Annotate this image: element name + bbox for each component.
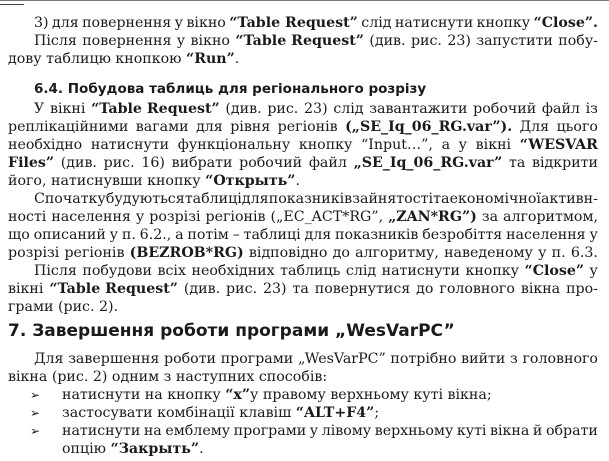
word: У — [34, 101, 45, 117]
word: у — [589, 227, 598, 243]
word: “Table Request” — [235, 33, 364, 49]
word: рис. — [410, 33, 442, 49]
word: 16) — [141, 155, 165, 171]
word: алгоритму, — [355, 245, 439, 261]
word: „SE_Iq_06_RG.var” — [353, 155, 503, 171]
word: натиснути — [62, 423, 141, 439]
word: для — [304, 227, 332, 243]
word: до — [416, 281, 434, 297]
word: у — [309, 423, 319, 439]
line-text: опцію — [62, 441, 111, 457]
word: запустити — [476, 33, 553, 49]
word: що — [8, 227, 30, 243]
word: завантажити — [369, 101, 468, 117]
para-line — [8, 118, 598, 136]
word: таблиці — [243, 227, 301, 243]
line-text: . — [199, 441, 204, 457]
word: головного — [439, 281, 515, 297]
word: слід — [361, 15, 392, 31]
word: а — [175, 227, 184, 243]
word: головного — [522, 351, 598, 367]
word: Після — [34, 33, 77, 49]
word: Для — [519, 119, 550, 135]
word: вийти — [461, 351, 506, 367]
word: вікні — [475, 137, 512, 153]
run-button-ref: “Run” — [186, 51, 235, 67]
word: для — [51, 15, 79, 31]
word: вікні — [49, 101, 86, 117]
word: 23) — [262, 281, 287, 297]
word: у — [589, 263, 598, 279]
word: всіх — [157, 263, 186, 279]
open-button-ref: “Открыть” — [205, 173, 296, 189]
word: куті — [456, 423, 487, 439]
word: у — [174, 15, 184, 31]
para-line — [34, 14, 598, 32]
para-line — [8, 136, 598, 154]
word: повернення — [82, 33, 172, 49]
close-key-ref: “x” — [225, 387, 251, 403]
para-line — [8, 280, 598, 298]
word: з — [510, 351, 518, 367]
line-text: його, натиснувши кнопку — [8, 173, 206, 189]
word: та — [433, 191, 450, 207]
word: рис. — [103, 155, 135, 171]
word: у — [458, 137, 468, 153]
word: кнопку — [465, 263, 519, 279]
word: вікна — [490, 423, 530, 439]
arrow-bullet-icon: ➢ — [30, 388, 41, 402]
word: програми — [233, 423, 307, 439]
word: верхньому — [374, 423, 454, 439]
word: кнопку — [298, 137, 353, 153]
word: Спочатку — [34, 191, 106, 207]
word: вагами — [135, 119, 189, 135]
word: Files” — [8, 155, 55, 171]
word: на — [143, 423, 162, 439]
word: у — [538, 245, 547, 261]
word: вікні — [8, 281, 44, 297]
word: показників — [268, 191, 353, 207]
word: вікно — [186, 15, 226, 31]
line-text: ; — [374, 405, 380, 421]
arrow-bullet-icon: ➢ — [30, 424, 41, 438]
word: (див. — [369, 33, 406, 49]
word: рис. — [267, 101, 299, 117]
word: вибрати — [171, 155, 233, 171]
word: а — [441, 137, 451, 153]
word: кнопку — [476, 15, 531, 31]
word: зайнятості — [352, 191, 434, 207]
line-text: дову таблицю кнопкою — [8, 51, 187, 67]
para-line — [34, 100, 598, 118]
word: та — [508, 155, 526, 171]
word: реплікаційними — [8, 119, 129, 135]
word: емблему — [165, 423, 231, 439]
word: “Table Request” — [91, 101, 220, 117]
page-top-rule — [0, 0, 609, 5]
word: „ZAN*RG”) — [388, 209, 477, 225]
word: за — [481, 209, 499, 225]
word: (див. — [183, 281, 221, 297]
word: регіонів — [64, 245, 125, 261]
word: завершення — [68, 351, 160, 367]
word: лівому — [321, 423, 372, 439]
word: потім — [187, 227, 229, 243]
word: відкрити — [531, 155, 598, 171]
section-heading-6-4: 6.4. Побудова таблиць для регіонального розрізу — [34, 81, 427, 97]
word: вікно — [190, 33, 230, 49]
word: для — [241, 191, 269, 207]
word: слід — [345, 263, 377, 279]
word: функціональну — [177, 137, 291, 153]
word: необхідних — [191, 263, 275, 279]
word: повернутися — [314, 281, 411, 297]
word: про- — [566, 281, 598, 297]
word: роботи — [164, 351, 217, 367]
page-corner-mark — [0, 0, 24, 5]
word: до — [332, 245, 350, 261]
word: натиснути — [394, 15, 474, 31]
word: натиснути — [90, 137, 170, 153]
word: та — [292, 281, 309, 297]
word: “Close”. — [533, 15, 598, 31]
word: програми — [220, 351, 294, 367]
word: п. — [121, 227, 136, 243]
line-text: натиснути на кнопку — [62, 387, 226, 403]
list-item-continuation — [62, 440, 204, 458]
close-option-ref: “Закрыть” — [110, 441, 200, 457]
word: (див. — [60, 155, 97, 171]
word: регіонів — [205, 209, 266, 225]
word: ності — [8, 209, 47, 225]
word: 6.3. — [570, 245, 598, 261]
para-line — [34, 32, 598, 50]
word: 3) — [34, 15, 49, 31]
para-line — [8, 226, 598, 244]
word: 23) — [447, 33, 471, 49]
word: повернення — [82, 15, 172, 31]
word: економічної — [449, 191, 541, 207]
word: населення — [506, 227, 586, 243]
section-heading-7: 7. Завершення роботи програми „WesVarPC” — [8, 321, 455, 341]
para-line — [8, 50, 609, 68]
word: для — [196, 119, 223, 135]
word: п. — [551, 245, 566, 261]
word: “Table Request” — [229, 15, 358, 31]
word: потрібно — [390, 351, 457, 367]
word: цього — [556, 119, 598, 135]
word: населення — [51, 209, 131, 225]
line-text: . — [295, 173, 300, 189]
para-line — [8, 154, 598, 172]
word: активн- — [541, 191, 598, 207]
word: описаний — [33, 227, 106, 243]
word: („SE_Iq_06_RG.var”). — [345, 119, 513, 135]
list-item — [62, 386, 492, 404]
word: натиснути — [381, 263, 460, 279]
word: Для — [34, 351, 64, 367]
word: файл — [541, 101, 580, 117]
word: рівня — [230, 119, 271, 135]
word: відповідно — [248, 245, 328, 261]
word: 23) — [304, 101, 328, 117]
word: у — [176, 33, 186, 49]
line-text: застосувати комбінації клавіш — [62, 405, 296, 421]
word: розрізі — [8, 245, 60, 261]
word: “Close” — [524, 263, 585, 279]
word: робочий — [473, 101, 537, 117]
para-line — [34, 350, 598, 368]
word: “WESVAR — [519, 137, 598, 153]
word: необхідно — [8, 137, 83, 153]
word: (BEZROB*RG) — [129, 245, 244, 261]
para-line: грами (рис. 2). — [8, 299, 119, 315]
word: у — [109, 227, 119, 243]
word: „WesVarPC” — [297, 351, 386, 367]
para-line — [8, 208, 598, 226]
word: таблиці — [184, 191, 242, 207]
word: (див. — [225, 101, 262, 117]
word: алгоритмом, — [503, 209, 598, 225]
word: побу- — [558, 33, 598, 49]
word: таблиць — [280, 263, 341, 279]
word: – — [232, 227, 240, 243]
word: безробіття — [422, 227, 503, 243]
word: показників — [335, 227, 419, 243]
word: файл — [308, 155, 347, 171]
word: („EC_ACT*RG”, — [270, 209, 384, 225]
word: робочий — [239, 155, 303, 171]
alt-f4-ref: “ALT+F4” — [295, 405, 375, 421]
word: обрати — [545, 423, 598, 439]
para-line — [34, 190, 598, 208]
word: у — [135, 209, 145, 225]
word: будуються — [105, 191, 185, 207]
line-text: . — [234, 51, 240, 67]
para-line — [8, 172, 609, 190]
word: рис. — [226, 281, 258, 297]
list-item — [62, 404, 379, 422]
word: розрізі — [149, 209, 201, 225]
para-line: вікна (рис. 2) одним з наступних способів: — [8, 369, 328, 385]
word: “Input…”, — [361, 137, 433, 153]
word: вікна — [520, 281, 561, 297]
word: регіонів — [277, 119, 338, 135]
word: 6.2., — [139, 227, 172, 243]
word: із — [585, 101, 598, 117]
line-text: у правому верхньому куті вікна; — [250, 387, 492, 403]
word: слід — [333, 101, 364, 117]
word: побудови — [82, 263, 152, 279]
para-line — [8, 244, 598, 262]
arrow-bullet-icon: ➢ — [30, 406, 41, 420]
word: “Table Request” — [49, 281, 178, 297]
word: Після — [34, 263, 77, 279]
word: наведеному — [444, 245, 533, 261]
list-item — [62, 422, 598, 440]
word: й — [532, 423, 543, 439]
para-line — [34, 262, 598, 280]
